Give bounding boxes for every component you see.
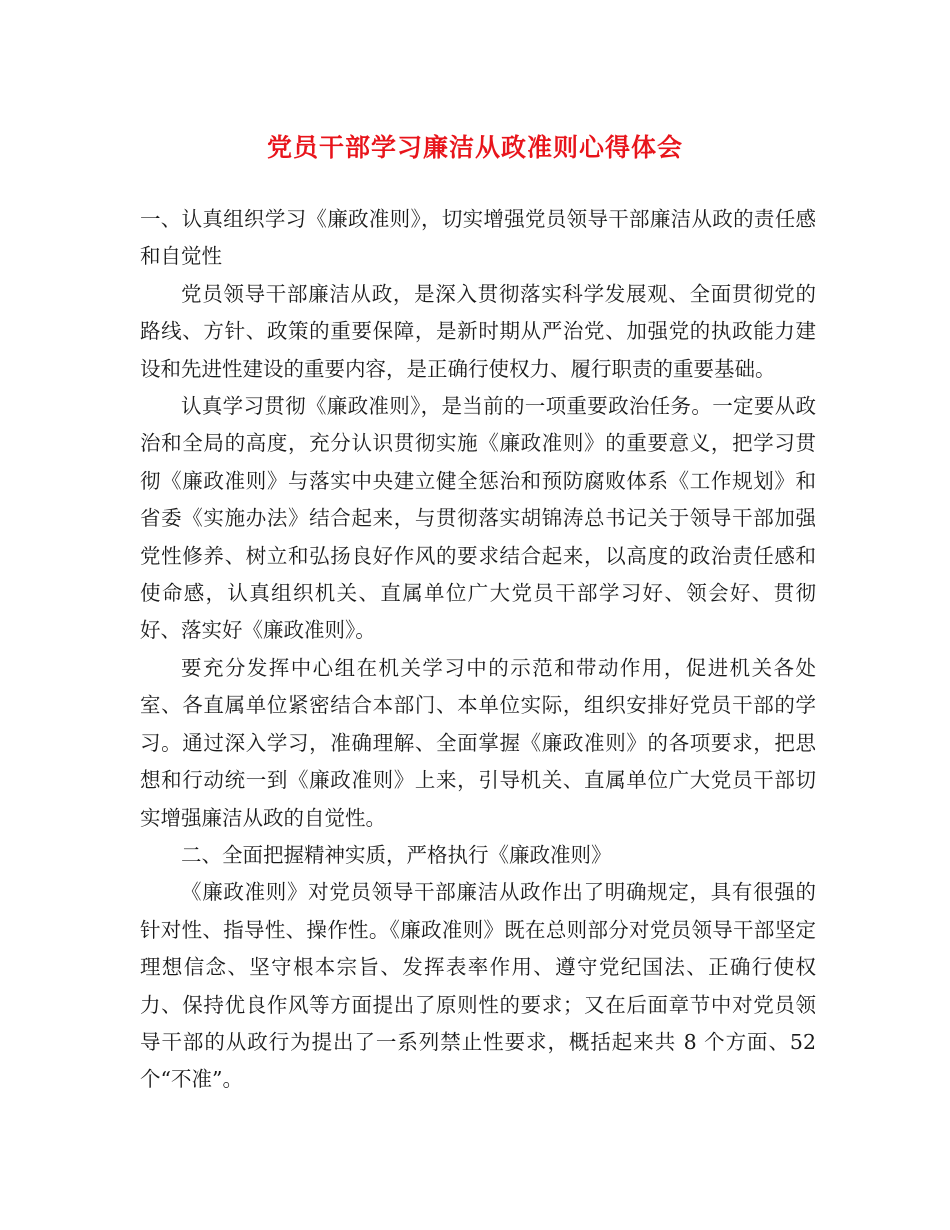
section-heading-1: 一、认真组织学习《廉政准则》，切实增强党员领导干部廉洁从政的责任感和自觉性 [140, 207, 816, 269]
body-paragraph-4: 《廉政准则》对党员领导干部廉洁从政作出了明确规定，具有很强的针对性、指导性、操作性。《廉政准则》既在总则部分对党员领导干部坚定理想信念、坚守根本宗旨、发挥表率作用、遵守党纪国法、正确行使权力、保持优良作风等方面提出了原则性的要求；又在后面章节中对党员领导干部的从政行为提出了一系列禁止性要求，概括起来共 8 个方面、52 个“不准”。 [140, 880, 816, 1092]
body-paragraph-2: 认真学习贯彻《廉政准则》，是当前的一项重要政治任务。一定要从政治和全局的高度，充分认识贯彻实施《廉政准则》的重要意义，把学习贯彻《廉政准则》与落实中央建立健全惩治和预防腐败体系《工作规划》和省委《实施办法》结合起来，与贯彻落实胡锦涛总书记关于领导干部加强党性修养、树立和弘扬良好作风的要求结合起来，以高度的政治责任感和使命感，认真组织机关、直属单位广大党员干部学习好、领会好、贯彻好、落实好《廉政准则》。 [140, 394, 816, 643]
section-heading-2: 二、全面把握精神实质，严格执行《廉政准则》 [181, 842, 612, 867]
document-body [140, 201, 816, 1099]
body-paragraph-1: 党员领导干部廉洁从政，是深入贯彻落实科学发展观、全面贯彻党的路线、方针、政策的重要保障，是新时期从严治党、加强党的执政能力建设和先进性建设的重要内容，是正确行使权力、履行职责的重要基础。 [140, 281, 816, 381]
body-paragraph-3: 要充分发挥中心组在机关学习中的示范和带动作用，促进机关各处室、各直属单位紧密结合本部门、本单位实际，组织安排好党员干部的学习。通过深入学习，准确理解、全面掌握《廉政准则》的各项要求，把思想和行动统一到《廉政准则》上来，引导机关、直属单位广大党员干部切实增强廉洁从政的自觉性。 [140, 655, 816, 830]
document-title: 党员干部学习廉洁从政准则心得体会 [266, 133, 683, 162]
